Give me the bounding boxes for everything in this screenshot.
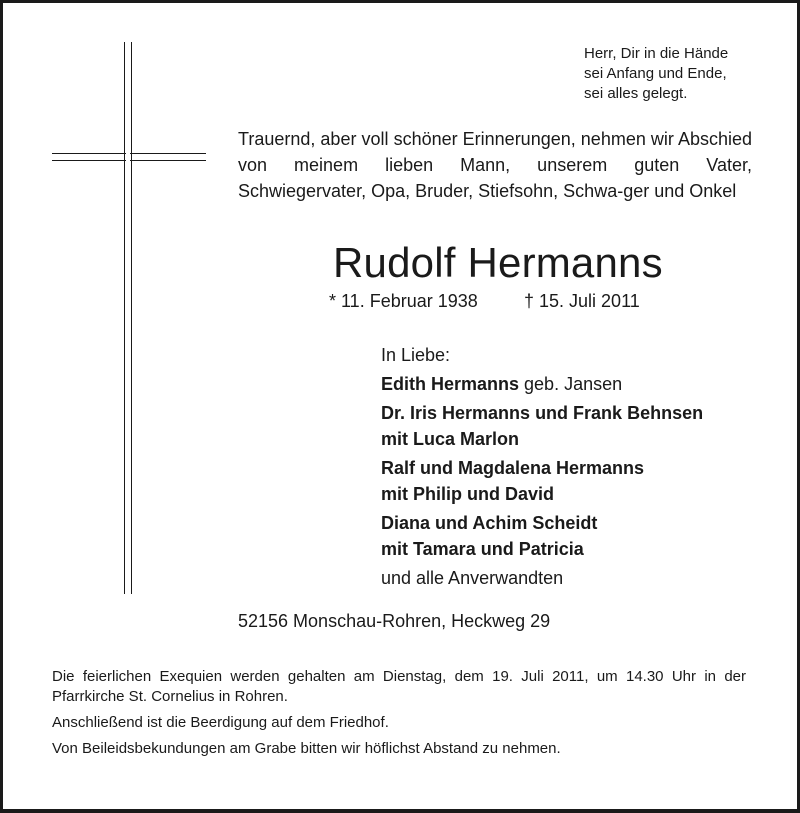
mourner-group bbox=[381, 400, 703, 426]
spouse-maiden-name: geb. Jansen bbox=[519, 374, 623, 394]
mourner-line: Ralf und Magdalena Hermanns bbox=[381, 458, 645, 478]
verse-line: sei alles gelegt. bbox=[584, 85, 688, 102]
bible-verse bbox=[584, 44, 728, 104]
funeral-details bbox=[52, 667, 746, 759]
mourners-list bbox=[381, 342, 703, 591]
mourner-line: mit Luca Marlon bbox=[381, 429, 520, 449]
service-text: Die feierlichen Exequien werden gehalten am Dienstag, dem 19. Juli 2011, um 14.30 Uhr in der Pfarrkirche St. Cornelius in Rohren. bbox=[52, 668, 746, 705]
family-address: 52156 Monschau-Rohren, Heckweg 29 bbox=[238, 611, 551, 631]
mourner-line: mit Tamara und Patricia bbox=[381, 539, 584, 559]
intro-text: Trauernd, aber voll schöner Erinnerungen, nehmen wir Abschied von meinem lieben Mann, unserem guten Vater, Schwiegervater, Opa, Bruder, Stiefsohn, Schwa-ger und Onkel bbox=[238, 129, 752, 201]
deceased-name: Rudolf Hermanns bbox=[333, 239, 663, 286]
verse-line: Herr, Dir in die Hände bbox=[584, 45, 729, 62]
birth-date: * 11. Februar 1938 bbox=[329, 291, 478, 311]
burial-text: Anschließend ist die Beerdigung auf dem Friedhof. bbox=[52, 714, 389, 731]
mourners-heading: In Liebe: bbox=[381, 345, 451, 365]
death-date: † 15. Juli 2011 bbox=[524, 291, 640, 311]
mourner-line: Diana und Achim Scheidt bbox=[381, 513, 598, 533]
cross-vertical-beam bbox=[124, 42, 132, 594]
mourner-spouse bbox=[381, 371, 703, 397]
verse-line: sei Anfang und Ende, bbox=[584, 65, 727, 82]
mourner-group bbox=[381, 455, 703, 481]
mourner-group bbox=[381, 481, 703, 507]
condolence-request: Von Beileidsbekundungen am Grabe bitten wir höflichst Abstand zu nehmen. bbox=[52, 740, 561, 757]
mourner-group bbox=[381, 426, 703, 452]
mourner-line: mit Philip und David bbox=[381, 484, 555, 504]
mourner-line: Dr. Iris Hermanns und Frank Behnsen bbox=[381, 403, 704, 423]
mourner-group bbox=[381, 510, 703, 536]
spouse-name: Edith Hermanns bbox=[381, 374, 520, 394]
mourners-closing: und alle Anverwandten bbox=[381, 568, 564, 588]
mourner-group bbox=[381, 536, 703, 562]
